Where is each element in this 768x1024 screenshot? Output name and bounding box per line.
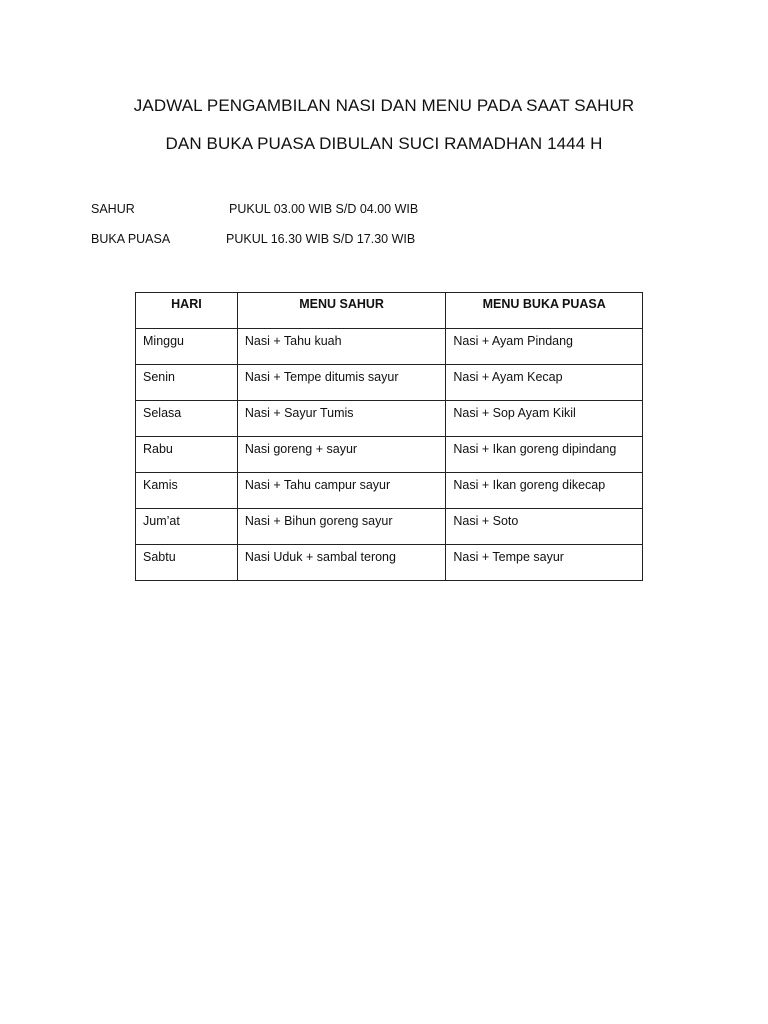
header-menu-sahur: MENU SAHUR [237,293,446,329]
table-row [136,329,643,365]
table-row [136,437,643,473]
header-hari: HARI [136,293,238,329]
cell-menu-sahur: Nasi + Bihun goreng sayur [237,509,446,545]
cell-menu-buka: Nasi + Sop Ayam Kikil [446,401,643,437]
document-title-line-2: DAN BUKA PUASA DIBULAN SUCI RAMADHAN 1444 H [165,134,603,153]
cell-day: Sabtu [136,545,238,581]
sahur-time: PUKUL 03.00 WIB S/D 04.00 WIB [229,202,419,216]
table-header-row [136,293,643,329]
cell-menu-sahur: Nasi Uduk + sambal terong [237,545,446,581]
menu-table [135,292,643,581]
cell-menu-buka: Nasi + Ikan goreng dipindang [446,437,643,473]
buka-puasa-label: BUKA PUASA [91,232,171,246]
cell-day: Rabu [136,437,238,473]
table-row [136,473,643,509]
buka-puasa-time: PUKUL 16.30 WIB S/D 17.30 WIB [226,232,416,246]
cell-menu-sahur: Nasi + Tahu campur sayur [237,473,446,509]
cell-menu-sahur: Nasi + Tahu kuah [237,329,446,365]
cell-day: Selasa [136,401,238,437]
cell-menu-buka: Nasi + Ayam Kecap [446,365,643,401]
cell-day: Senin [136,365,238,401]
sahur-label: SAHUR [91,202,135,216]
table-row [136,509,643,545]
table-row [136,545,643,581]
cell-menu-buka: Nasi + Ikan goreng dikecap [446,473,643,509]
cell-menu-buka: Nasi + Ayam Pindang [446,329,643,365]
cell-menu-buka: Nasi + Tempe sayur [446,545,643,581]
cell-menu-sahur: Nasi + Sayur Tumis [237,401,446,437]
cell-menu-buka: Nasi + Soto [446,509,643,545]
cell-day: Minggu [136,329,238,365]
table-row [136,401,643,437]
table-row [136,365,643,401]
cell-menu-sahur: Nasi goreng + sayur [237,437,446,473]
cell-day: Kamis [136,473,238,509]
document-title-line-1: JADWAL PENGAMBILAN NASI DAN MENU PADA SAAT SAHUR [133,96,635,115]
cell-menu-sahur: Nasi + Tempe ditumis sayur [237,365,446,401]
cell-day: Jum’at [136,509,238,545]
header-menu-buka-puasa: MENU BUKA PUASA [446,293,643,329]
